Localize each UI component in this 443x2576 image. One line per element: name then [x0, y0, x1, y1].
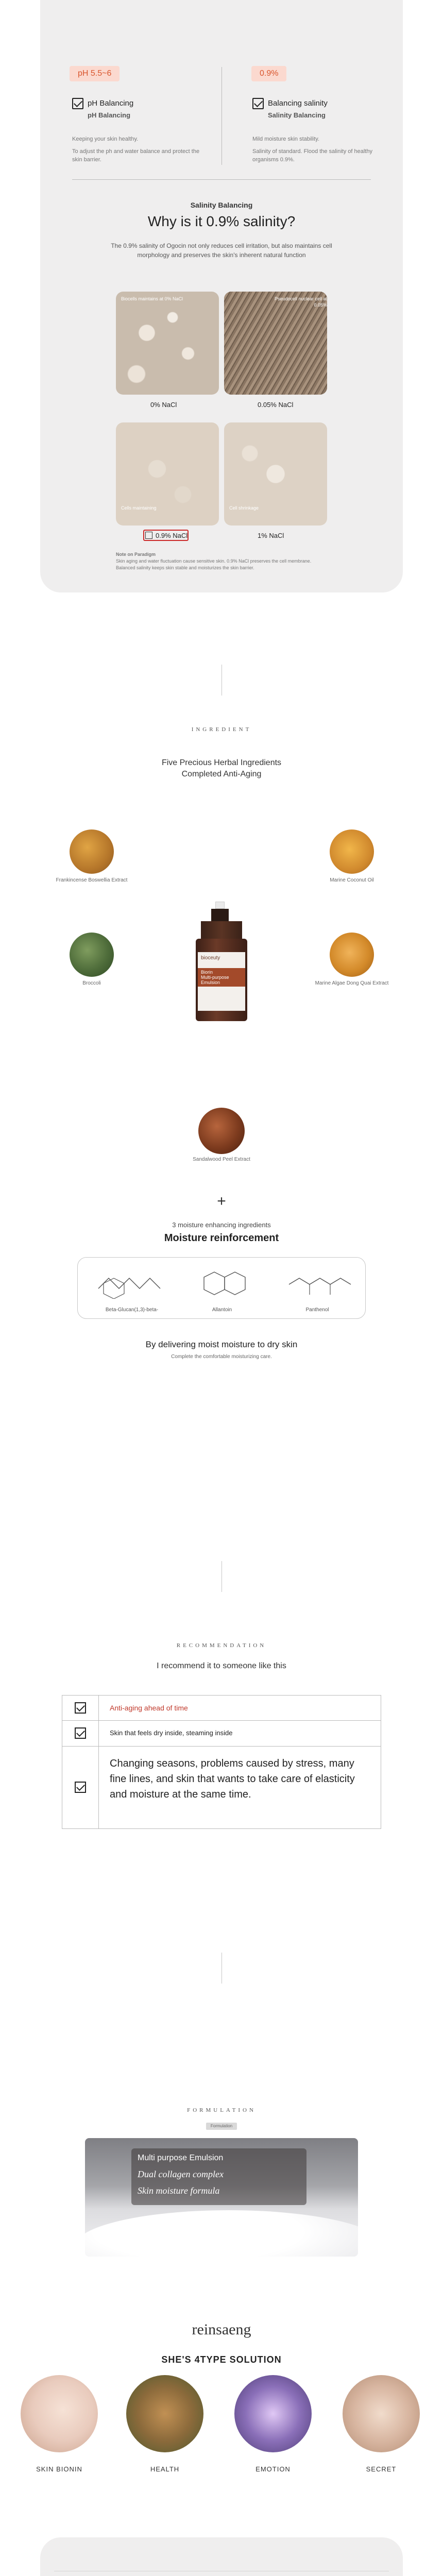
- molecule-icon: [93, 1268, 171, 1299]
- check-icon: [75, 1782, 86, 1793]
- recommendation-eyebrow: RECOMMENDATION: [176, 1642, 267, 1649]
- check-icon: [75, 1727, 86, 1739]
- secret-image: [343, 2375, 420, 2452]
- ingredient-caption: Broccoli: [82, 980, 101, 986]
- skin-bionin-image: [21, 2375, 98, 2452]
- molecule-icon: [189, 1267, 255, 1300]
- moisture-subtitle: 3 moisture enhancing ingredients: [172, 1221, 271, 1229]
- micrograph-image: Cells maintaining: [116, 422, 219, 526]
- ingredient-caption: Marine Coconut Oil: [330, 877, 374, 883]
- type-solution-title: SHE'S 4TYPE SOLUTION: [161, 2354, 282, 2365]
- product-bottle-image: bioceuty Biorin Multi-purpose Emulsion: [185, 902, 258, 1030]
- type-label: HEALTH: [150, 2465, 180, 2473]
- ingredient-image: [70, 933, 114, 977]
- formulation-eyebrow: FORMULATION: [187, 2107, 256, 2113]
- micrograph-label: 0.05% NaCl: [258, 401, 294, 409]
- check-icon: [145, 532, 152, 539]
- recommendation-heading: I recommend it to someone like this: [157, 1662, 286, 1670]
- ph-subtitle: pH Balancing: [88, 111, 131, 119]
- micrograph-label: 0% NaCl: [150, 401, 177, 409]
- ingredient-caption: Frankincense Boswellia Extract: [56, 877, 128, 883]
- plus-icon: +: [217, 1193, 226, 1210]
- recommendation-item: Skin that feels dry inside, steaming inside: [62, 1721, 381, 1747]
- type-label: SKIN BIONIN: [36, 2465, 82, 2473]
- ph-title: pH Balancing: [88, 99, 134, 108]
- ingredient-heading-1: Five Precious Herbal Ingredients: [161, 758, 282, 767]
- spec-row: [54, 2571, 389, 2576]
- health-image: [126, 2375, 203, 2452]
- ph-badge: pH 5.5~6: [70, 66, 120, 81]
- check-icon: [75, 1702, 86, 1714]
- recommendation-item: Anti-aging ahead of time: [62, 1695, 381, 1721]
- molecule-caption: Panthenol: [305, 1307, 329, 1313]
- salinity-label: Salinity Balancing: [190, 201, 253, 209]
- molecule-box: [77, 1257, 366, 1319]
- recommendation-item: Changing seasons, problems caused by stress, many fine lines, and skin that wants to take care of elasticity and moisture at the same time.: [62, 1747, 381, 1829]
- ingredient-image: [198, 1108, 245, 1154]
- salinity-title: Balancing salinity: [268, 99, 328, 108]
- micrograph-image: Cell shrinkage: [224, 422, 327, 526]
- check-icon: [72, 98, 83, 109]
- emotion-image: [234, 2375, 312, 2452]
- ingredient-heading-2: Completed Anti-Aging: [181, 770, 262, 778]
- check-icon: [252, 98, 264, 109]
- micrograph-image: Pseudocell nuclear cell at 0.05%: [224, 292, 327, 395]
- divider: [72, 179, 371, 180]
- salinity-subtitle: Salinity Balancing: [268, 111, 326, 119]
- formulation-image: Multi purpose Emulsion Dual collagen complex Skin moisture formula: [85, 2138, 358, 2257]
- ingredient-eyebrow: INGREDIENT: [191, 726, 252, 733]
- delivery-statement: By delivering moist moisture to dry skin: [145, 1340, 298, 1349]
- source-note: Note on Paradigm Skin aging and water fluctuation cause sensitive skin. 0.9% NaCl preserves the cell membrane. Balanced salinity keeps skin stable and moisturizes the skin barrier.: [116, 552, 312, 570]
- type-label: SECRET: [366, 2465, 397, 2473]
- salinity-badge: 0.9%: [251, 66, 286, 81]
- molecule-caption: Allantoin: [212, 1307, 232, 1313]
- micrograph-image: Biocells maintains at 0% NaCl: [116, 292, 219, 395]
- salinity-description: Mild moisture skin stability. Salinity of standard. Flood the salinity of healthy organisms 0.9%.: [252, 136, 372, 163]
- ingredient-image: [330, 829, 374, 874]
- formulation-pill: Formulation: [206, 2123, 237, 2130]
- salinity-body: The 0.9% salinity of Ogocin not only reduces cell irritation, but also maintains cell morphology and preserves the skin's inherent natural function: [111, 242, 332, 259]
- type-label: EMOTION: [255, 2465, 291, 2473]
- ingredient-image: [330, 933, 374, 977]
- ingredient-caption: Sandalwood Peel Extract: [193, 1157, 250, 1162]
- brand-logo: reinsaeng: [192, 2321, 251, 2338]
- molecule-icon: [284, 1269, 356, 1300]
- micrograph-label: 1% NaCl: [258, 532, 284, 539]
- delivery-subtitle: Complete the comfortable moisturizing care.: [171, 1354, 272, 1360]
- salinity-heading: Why is it 0.9% salinity?: [147, 213, 296, 229]
- micrograph-label: 0.9% NaCl: [156, 532, 188, 539]
- moisture-title: Moisture reinforcement: [164, 1232, 279, 1244]
- ph-salinity-section: [0, 0, 443, 618]
- molecule-caption: Beta-Glucan(1,3)-beta-: [105, 1307, 159, 1313]
- ingredient-image: [70, 829, 114, 874]
- specs-card: [40, 2537, 403, 2576]
- ingredient-caption: Marine Algae Dong Quai Extract: [315, 980, 389, 986]
- ph-description: Keeping your skin healthy. To adjust the ph and water balance and protect the skin barrier.: [72, 136, 200, 163]
